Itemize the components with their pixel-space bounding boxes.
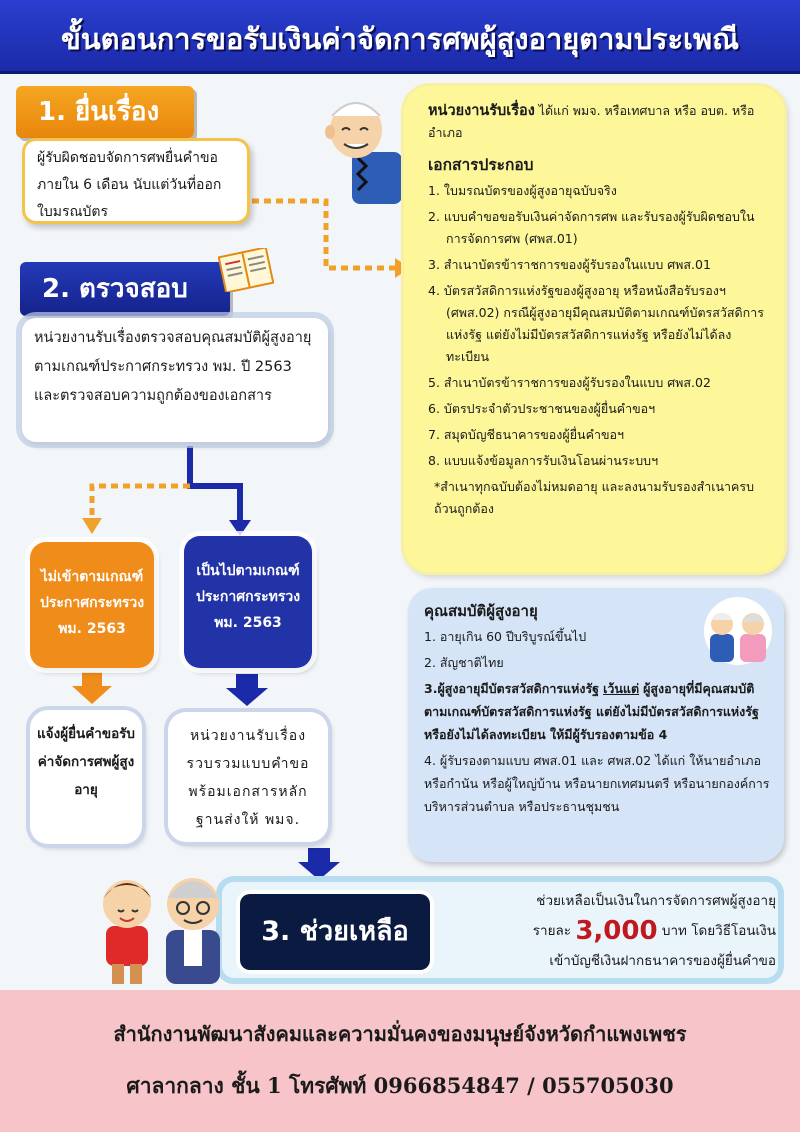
footer-contact: ศาลากลาง ชั้น 1 โทรศัพท์ 0966854847 / 055705030 — [126, 1073, 674, 1098]
arrow-yes-collect — [226, 674, 268, 706]
document-item: 7. สมุดบัญชีธนาคารของผู้ยื่นคำขอฯ — [428, 427, 625, 442]
arrow-head-no — [82, 518, 102, 534]
footer-agency: สำนักงานพัฒนาสังคมและความมั่นคงของมนุษย์จังหวัดกำแพงเพชร — [113, 1022, 687, 1046]
qualification-item — [424, 677, 772, 746]
step1-header: 1. ยื่นเรื่อง — [16, 86, 194, 138]
receiving-agency-label: หน่วยงานรับเรื่อง — [428, 103, 535, 119]
qualifications-list-more — [424, 677, 772, 818]
step3-line1: ช่วยเหลือเป็นเงินในการจัดการศพผู้สูงอายุ — [536, 893, 776, 909]
document-item: 3. สำเนาบัตรข้าราชการของผู้รับรองในแบบ ศพส.01 — [428, 257, 711, 272]
arrow-head-yes — [229, 520, 251, 536]
step2-card: หน่วยงานรับเรื่องตรวจสอบคุณสมบัติผู้สูงอายุ ตามเกณฑ์ประกาศกระทรวง พม. ปี 2563 และตรวจสอบความถูกต้องของเอกสาร — [22, 318, 328, 442]
document-item: 8. แบบแจ้งข้อมูลการรับเงินโอนผ่านระบบฯ — [428, 453, 659, 468]
documents-note: *สำเนาทุกฉบับต้องไม่หมดอายุ และลงนามรับรองสำเนาครบถ้วนถูกต้อง — [434, 479, 755, 516]
receiving-agency — [428, 100, 768, 144]
document-item: 5. สำเนาบัตรข้าราชการของผู้รับรองในแบบ ศพส.02 — [428, 375, 711, 390]
document-item: 2. แบบคำขอขอรับเงินค่าจัดการศพ และรับรองผู้รับผิดชอบในการจัดการศพ (ศพส.01) — [428, 209, 755, 246]
step2-header: 2. ตรวจสอบ — [20, 262, 230, 316]
qualification-item: 2. สัญชาติไทย — [424, 655, 504, 670]
step3-suffix: บาท โดยวิธีโอนเงิน — [661, 923, 776, 939]
assistance-amount: 3,000 — [575, 916, 658, 946]
document-item: 1. ใบมรณบัตรของผู้สูงอายุฉบับจริง — [428, 183, 617, 198]
decision-eligible: เป็นไปตามเกณฑ์ประกาศกระทรวง พม. 2563 — [184, 536, 312, 668]
step3-header: 3. ช่วยเหลือ — [240, 894, 430, 970]
arrow-no-notify — [72, 672, 112, 704]
step3-prefix: รายละ — [532, 923, 572, 939]
notify-applicant-box: แจ้งผู้ยื่นคำขอรับค่าจัดการศพผู้สูงอายุ — [30, 710, 142, 844]
step3-line3: เข้าบัญชีเงินฝากธนาคารของผู้ยื่นคำขอ — [549, 953, 776, 969]
decision-not-eligible: ไม่เข้าตามเกณฑ์ประกาศกระทรวง พม. 2563 — [30, 542, 154, 668]
step1-card: ผู้รับผิดชอบจัดการศพยื่นคำขอ ภายใน 6 เดือน นับแต่วันที่ออกใบมรณบัตร — [22, 138, 250, 224]
qualifications-heading: คุณสมบัติผู้สูงอายุ — [424, 602, 538, 620]
elderly-man-icon — [318, 92, 406, 204]
qualification-item3-b: ผู้สูงอายุที่มีคุณสมบัติตามเกณฑ์บัตรสวัสดิการแห่งรัฐ แต่ยังไม่มีบัตรสวัสดิการแห่งรัฐ หรือยังไม่ได้ลงทะเบียน ให้มีผู้รับรองตามข้อ 4 — [424, 681, 759, 742]
collect-documents-box: หน่วยงานรับเรื่องรวบรวมแบบคำขอพร้อมเอกสารหลักฐานส่งให้ พมจ. — [168, 712, 328, 842]
footer — [0, 990, 800, 1132]
elderly-couple-illustration — [88, 868, 238, 986]
step3-line2 — [440, 916, 776, 946]
page-title: ขั้นตอนการขอรับเงินค่าจัดการศพผู้สูงอายุตามประเพณี — [61, 22, 739, 56]
documents-box — [404, 86, 784, 572]
qualification-item3-a: 3.ผู้สูงอายุมีบัตรสวัสดิการแห่งรัฐ — [424, 681, 600, 696]
documents-heading: เอกสารประกอบ — [428, 156, 534, 174]
documents-list — [428, 180, 768, 472]
document-item: 4. บัตรสวัสดิการแห่งรัฐของผู้สูงอายุ หรือหนังสือรับรองฯ (ศพส.02) กรณีผู้สูงอายุมีคุณสมบัติตามเกณฑ์บัตรสวัสดิการแห่งรัฐ แต่ยังไม่มีบัตรสวัสดิการแห่งรัฐ หรือยังไม่ได้ลงทะเบียน — [428, 283, 764, 364]
dotted-connector-step2-no — [92, 486, 190, 520]
step3-description — [440, 886, 776, 976]
qualification-item: 4. ผู้รับรองตามแบบ ศพส.01 และ ศพส.02 ได้แก่ ให้นายอำเภอ หรือกำนัน หรือผู้ใหญ่บ้าน หรือนายกเทศมนตรี หรือนายกองค์การบริหารส่วนตำบล หรือประธานชุมชน — [424, 753, 770, 814]
qualification-item: 1. อายุเกิน 60 ปีบริบูรณ์ขึ้นไป — [424, 629, 587, 644]
elderly-couple-icon — [700, 596, 776, 666]
connector-step2-yes — [190, 446, 240, 526]
qualification-item3-except: เว้นแต่ — [603, 681, 640, 696]
document-item: 6. บัตรประจำตัวประชาชนของผู้ยื่นคำขอฯ — [428, 401, 656, 416]
receiving-agency-text: ได้แก่ พมจ. หรือเทศบาล หรือ อบต. หรืออำเภอ — [428, 103, 755, 140]
document-icon — [218, 248, 274, 292]
